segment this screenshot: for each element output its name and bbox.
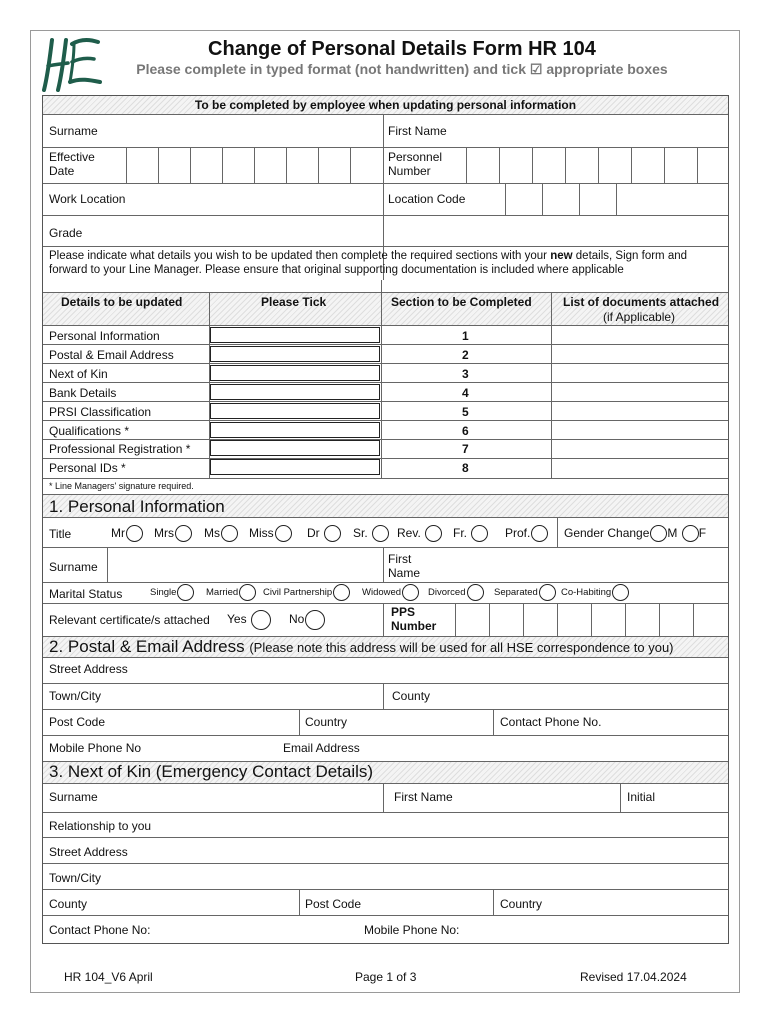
radio-icon[interactable] [126, 525, 143, 542]
grade-label: Grade [49, 226, 83, 240]
s2-country-label: Country [305, 715, 348, 729]
section-number: 1 [462, 329, 469, 343]
s2-contact-phone-label: Contact Phone No. [500, 715, 602, 729]
footer-page: Page 1 of 3 [355, 970, 417, 984]
hse-logo [42, 36, 102, 94]
detail-row-label: Professional Registration * [49, 442, 191, 456]
form-subtitle: Please complete in typed format (not handwritten) and tick ☑ appropriate boxes [136, 61, 668, 77]
footer-revised: Revised 17.04.2024 [580, 970, 687, 984]
radio-icon[interactable] [539, 584, 556, 601]
radio-icon[interactable] [333, 584, 350, 601]
title-option-rev[interactable]: Rev. [397, 523, 442, 543]
s3-surname-label: Surname [49, 790, 98, 804]
title-option-mr[interactable]: Mr [111, 523, 143, 543]
title-label: Title [49, 527, 72, 541]
footer-form-code: HR 104_V6 April [64, 970, 153, 984]
col-please-tick: Please Tick [261, 295, 327, 309]
s3-mobile-label: Mobile Phone No: [364, 923, 460, 937]
detail-row-label: Next of Kin [49, 367, 108, 381]
tick-qualifications[interactable] [210, 422, 380, 438]
surname-label: Surname [49, 124, 98, 138]
col-section: Section to be Completed [391, 295, 532, 309]
s3-first-name-label: First Name [394, 790, 453, 804]
personnel-number-label: Personnel Number [388, 150, 443, 178]
title-option-sr[interactable]: Sr. [353, 523, 389, 543]
effective-date-label: Effective Date [49, 150, 95, 178]
tick-professional-registration[interactable] [210, 440, 380, 456]
s3-postcode-label: Post Code [305, 897, 362, 911]
personnel-number-boxes[interactable] [466, 147, 728, 183]
gender-change: Gender Change M F [564, 523, 706, 543]
footnote: * Line Managers' signature required. [49, 481, 194, 491]
tick-next-of-kin[interactable] [210, 365, 380, 381]
tick-postal-email[interactable] [210, 346, 380, 362]
marital-single[interactable]: Single [150, 583, 194, 603]
title-option-miss[interactable]: Miss [249, 523, 292, 543]
section-number: 6 [462, 424, 469, 438]
section-number: 2 [462, 348, 469, 362]
radio-icon[interactable] [221, 525, 238, 542]
s1-surname-field[interactable] [108, 548, 383, 581]
s3-country-label: Country [500, 897, 543, 911]
radio-icon[interactable] [177, 584, 194, 601]
s2-email-label: Email Address [283, 741, 360, 755]
section-number: 4 [462, 386, 469, 400]
first-name-label: First Name [388, 124, 447, 138]
radio-icon[interactable] [682, 525, 699, 542]
radio-icon[interactable] [324, 525, 341, 542]
s2-street-label: Street Address [49, 662, 128, 676]
col-documents: List of documents attached [563, 295, 720, 309]
marital-co-habiting[interactable]: Co-Habiting [561, 583, 629, 603]
radio-icon[interactable] [612, 584, 629, 601]
grade-field[interactable] [103, 216, 723, 246]
radio-icon[interactable] [425, 525, 442, 542]
section-number: 5 [462, 405, 469, 419]
radio-icon[interactable] [372, 525, 389, 542]
certificate-no[interactable]: No [289, 609, 325, 630]
marital-civil-partnership[interactable]: Civil Partnership [263, 583, 350, 603]
radio-icon[interactable] [275, 525, 292, 542]
marital-widowed[interactable]: Widowed [362, 583, 419, 603]
section2-heading: 2. Postal & Email Address (Please note this address will be used for all HSE correspondence to you) [49, 637, 674, 656]
surname-field[interactable] [143, 115, 383, 147]
s2-county-label: County [392, 689, 431, 703]
title-option-ms[interactable]: Ms [204, 523, 238, 543]
s1-first-name-label: First Name [388, 552, 421, 580]
detail-row-label: Postal & Email Address [49, 348, 174, 362]
tick-personal-ids[interactable] [210, 459, 380, 475]
section1-heading: 1. Personal Information [49, 497, 225, 516]
certificate-yes[interactable]: Yes [227, 609, 271, 630]
instructions-text: Please indicate what details you wish to be updated then complete the required sections with your new details, Sign form and forward to your Line Manager. Please ensure that original supporting documentation is included where applicable [49, 250, 687, 276]
s3-county-label: County [49, 897, 88, 911]
effective-date-boxes[interactable] [126, 147, 383, 183]
radio-icon[interactable] [305, 610, 325, 630]
pps-number-boxes[interactable] [455, 603, 728, 636]
marital-status-label: Marital Status [49, 587, 123, 601]
s1-surname-label: Surname [49, 560, 98, 574]
work-location-field[interactable] [143, 184, 383, 215]
radio-icon[interactable] [239, 584, 256, 601]
radio-icon[interactable] [175, 525, 192, 542]
detail-row-label: PRSI Classification [49, 405, 152, 419]
s1-first-name-field[interactable] [433, 548, 723, 581]
certificate-label: Relevant certificate/s attached [49, 613, 210, 627]
tick-bank-details[interactable] [210, 384, 380, 400]
s3-initial-label: Initial [627, 790, 656, 804]
title-option-mrs[interactable]: Mrs [154, 523, 192, 543]
s2-mobile-label: Mobile Phone No [49, 741, 142, 755]
radio-icon[interactable] [531, 525, 548, 542]
col-documents-note: (if Applicable) [603, 310, 676, 324]
s2-town-label: Town/City [49, 689, 102, 703]
s2-postcode-label: Post Code [49, 715, 106, 729]
employee-heading: To be completed by employee when updating personal information [194, 98, 577, 112]
section-number: 7 [462, 442, 469, 456]
col-details: Details to be updated [61, 295, 183, 309]
s3-relationship-label: Relationship to you [49, 819, 152, 833]
title-option-fr[interactable]: Fr. [453, 523, 488, 543]
radio-icon[interactable] [402, 584, 419, 601]
section-number: 3 [462, 367, 469, 381]
pps-label: PPS Number [391, 605, 437, 633]
detail-row-label: Personal IDs * [49, 461, 126, 475]
location-code-boxes[interactable] [505, 183, 617, 215]
section3-heading: 3. Next of Kin (Emergency Contact Details) [49, 762, 374, 781]
detail-row-label: Bank Details [49, 386, 117, 400]
s3-street-label: Street Address [49, 845, 128, 859]
location-code-label: Location Code [388, 192, 466, 206]
detail-row-label: Qualifications * [49, 424, 130, 438]
title-option-prof[interactable]: Prof. [505, 523, 548, 543]
radio-icon[interactable] [251, 610, 271, 630]
s3-town-label: Town/City [49, 871, 102, 885]
form-body [42, 95, 729, 944]
marital-divorced[interactable]: Divorced [428, 583, 484, 603]
radio-icon[interactable] [471, 525, 488, 542]
tick-prsi[interactable] [210, 403, 380, 419]
section-number: 8 [462, 461, 469, 475]
first-name-field[interactable] [473, 115, 727, 147]
marital-married[interactable]: Married [206, 583, 256, 603]
work-location-label: Work Location [49, 192, 126, 206]
tick-personal-information[interactable] [210, 327, 380, 343]
form-title: Change of Personal Details Form HR 104 [208, 38, 596, 60]
radio-icon[interactable] [467, 584, 484, 601]
marital-separated[interactable]: Separated [494, 583, 556, 603]
title-option-dr[interactable]: Dr [307, 523, 341, 543]
radio-icon[interactable] [650, 525, 667, 542]
detail-row-label: Personal Information [49, 329, 160, 343]
s3-contact-phone-label: Contact Phone No: [49, 923, 151, 937]
s2-street-field[interactable] [143, 658, 723, 682]
